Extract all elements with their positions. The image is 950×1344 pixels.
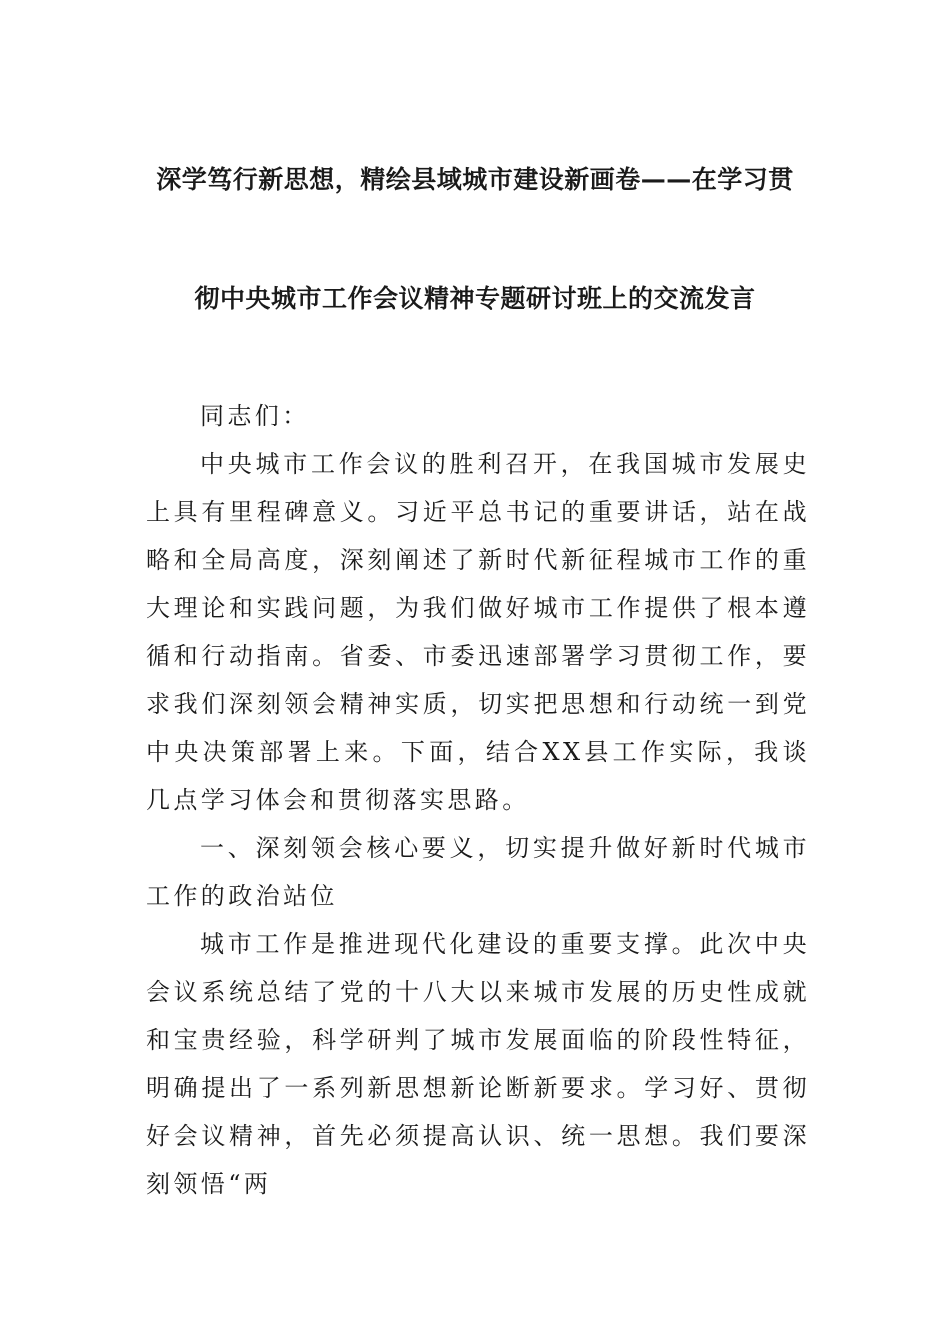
paragraph-intro: 中央城市工作会议的胜利召开，在我国城市发展史上具有里程碑意义。习近平总书记的重要讲话，站在战略和全局高度，深刻阐述了新时代新征程城市工作的重大理论和实践问题，为我们做好城市工作提供了根本遵循和行动指南。省委、市委迅速部署学习贯彻工作，要求我们深刻领会精神实质，切实把思想和行动统一到党中央决策部署上来。下面，结合XX县工作实际，我谈几点学习体会和贯彻落实思路。 — [146, 450, 810, 814]
salutation — [146, 392, 810, 440]
paragraph-section-1: 城市工作是推进现代化建设的重要支撑。此次中央会议系统总结了党的十八大以来城市发展的历史性成就和宝贵经验，科学研判了城市发展面临的阶段性特征，明确提出了一系列新思想新论断新要求。学习好、贯彻好会议精神，首先必须提高认识、统一思想。我们要深刻领悟“两 — [146, 930, 810, 1198]
document-title-line-2: 彻中央城市工作会议精神专题研讨班上的交流发言 — [194, 284, 756, 313]
salutation-text: 同志们： — [200, 402, 310, 430]
document-title-line-1: 深学笃行新思想，精绘县域城市建设新画卷——在学习贯 — [156, 165, 794, 194]
section-heading-1: 一、深刻领会核心要义，切实提升做好新时代城市工作的政治站位 — [146, 834, 810, 910]
document-body — [146, 440, 810, 1208]
